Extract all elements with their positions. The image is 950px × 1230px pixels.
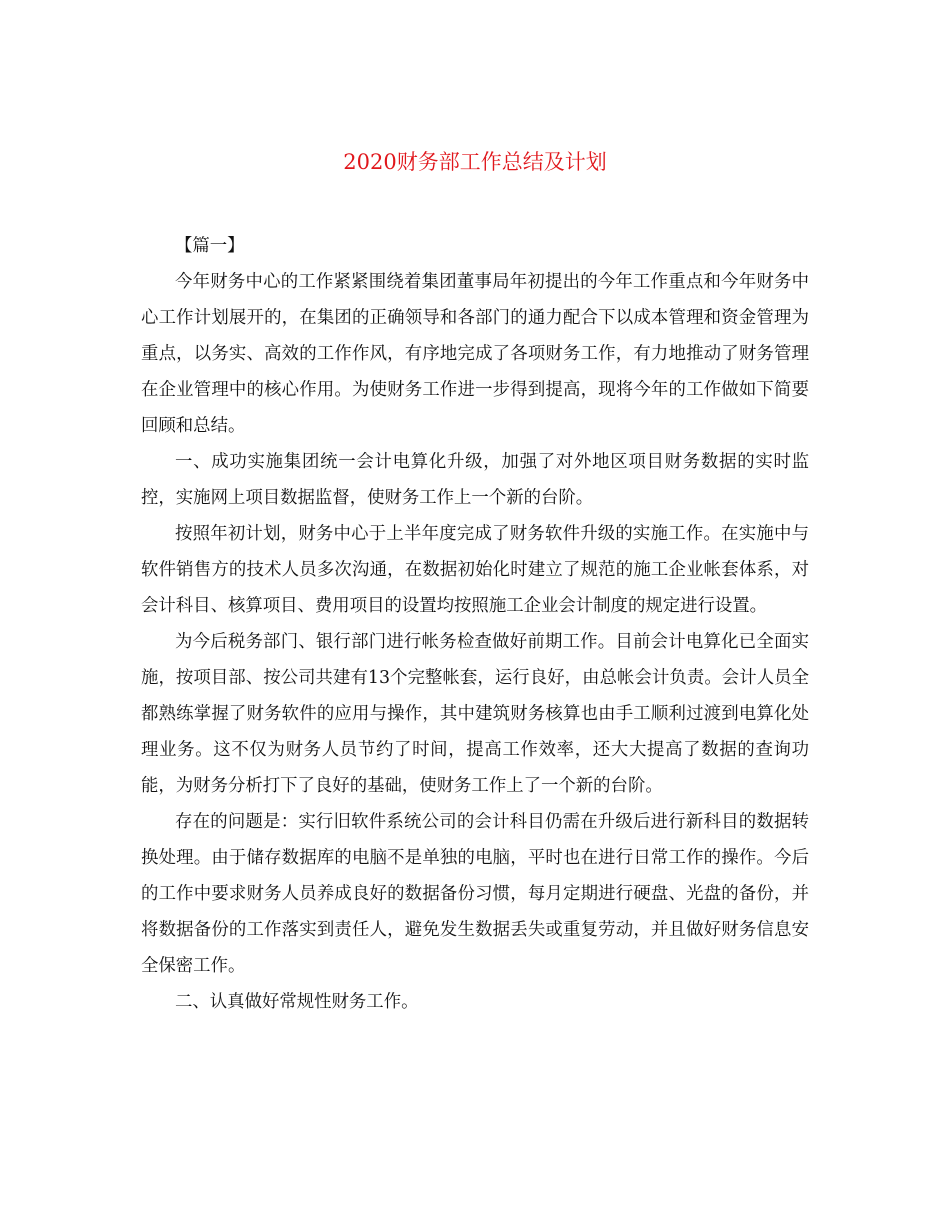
document-body bbox=[141, 228, 809, 1020]
paragraph-problems: 存在的问题是：实行旧软件系统公司的会计科目仍需在升级后进行新科目的数据转换处理。由于储存数据库的电脑不是单独的电脑，平时也在进行日常工作的操作。今后的工作中要求财务人员养成良好的数据备份习惯，每月定期进行硬盘、光盘的备份，并将数据备份的工作落实到责任人，避免发生数据丢失或重复劳动，并且做好财务信息安全保密工作。 bbox=[141, 812, 809, 976]
section-label: 【篇一】 bbox=[175, 236, 245, 256]
paragraph-computerization: 为今后税务部门、银行部门进行帐务检查做好前期工作。目前会计电算化已全面实施，按项目部、按公司共建有13个完整帐套，运行良好，由总帐会计负责。会计人员全都熟练掌握了财务软件的应用与操作，其中建筑财务核算也由手工顺利过渡到电算化处理业务。这不仅为财务人员节约了时间，提高工作效率，还大大提高了数据的查询功能，为财务分析打下了良好的基础，使财务工作上了一个新的台阶。 bbox=[141, 632, 809, 796]
document-title: 2020财务部工作总结及计划 bbox=[343, 150, 607, 174]
paragraph-software-upgrade: 按照年初计划，财务中心于上半年度完成了财务软件升级的实施工作。在实施中与软件销售方的技术人员多次沟通，在数据初始化时建立了规范的施工企业帐套体系，对会计科目、核算项目、费用项目的设置均按照施工企业会计制度的规定进行设置。 bbox=[141, 524, 809, 616]
paragraph-heading-one: 一、成功实施集团统一会计电算化升级，加强了对外地区项目财务数据的实时监控，实施网上项目数据监督，使财务工作上一个新的台阶。 bbox=[141, 452, 809, 508]
paragraph-heading-two: 二、认真做好常规性财务工作。 bbox=[175, 992, 419, 1012]
paragraph-intro: 今年财务中心的工作紧紧围绕着集团董事局年初提出的今年工作重点和今年财务中心工作计划展开的，在集团的正确领导和各部门的通力配合下以成本管理和资金管理为重点，以务实、高效的工作作风，有序地完成了各项财务工作，有力地推动了财务管理在企业管理中的核心作用。为使财务工作进一步得到提高，现将今年的工作做如下简要回顾和总结。 bbox=[141, 272, 809, 436]
